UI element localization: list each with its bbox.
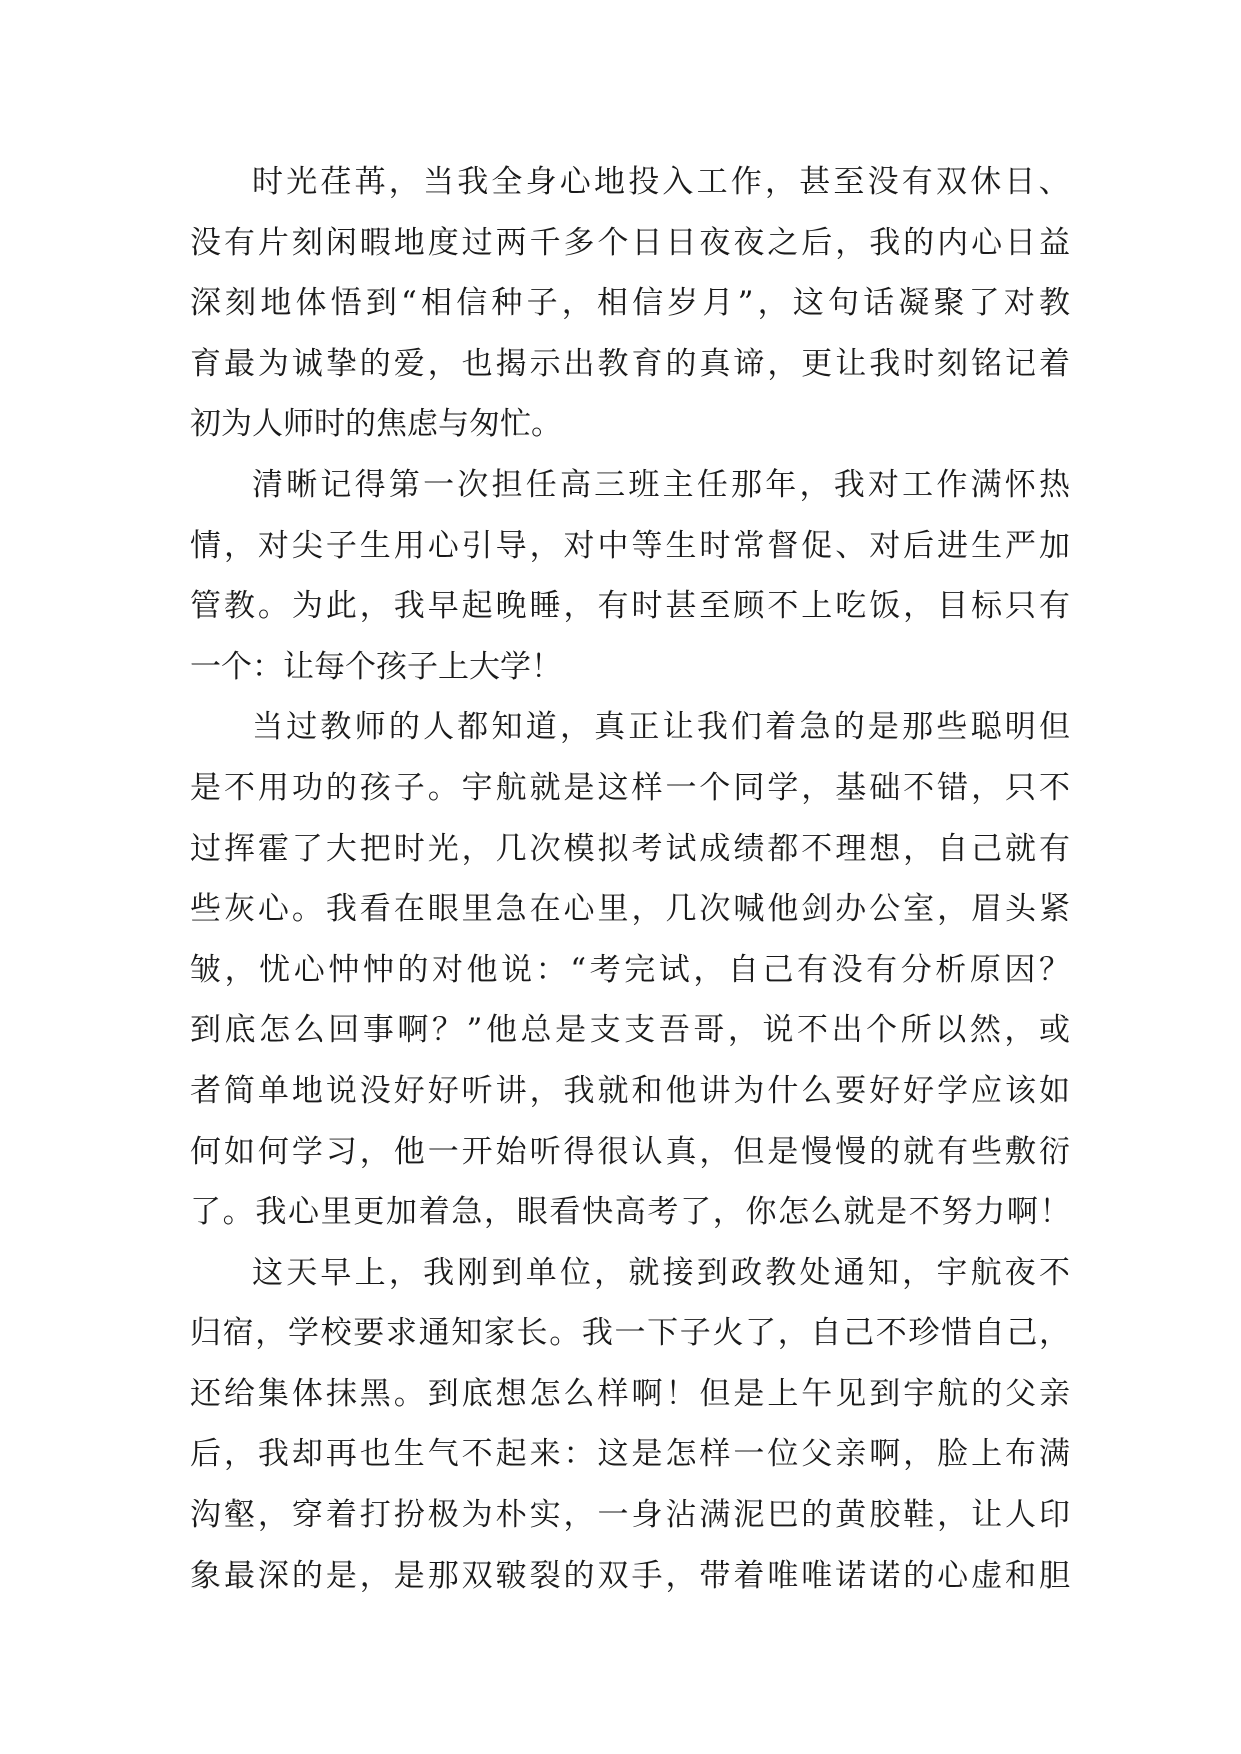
- text-line: 是不用功的孩子。宇航就是这样一个同学，基础不错，只不: [190, 769, 1070, 806]
- document-body: [190, 152, 1073, 1606]
- text-line: 沟壑，穿着打扮极为朴实，一身沾满泥巴的黄胶鞋，让人印: [190, 1497, 1070, 1534]
- text-line: 归宿，学校要求通知家长。我一下子火了，自己不珍惜自己，: [190, 1315, 1070, 1352]
- text-line: 初为人师时的焦虑与匆忙。: [190, 406, 562, 443]
- text-line: 没有片刻闲暇地度过两千多个日日夜夜之后，我的内心日益: [190, 224, 1070, 261]
- text-line: 一个：让每个孩子上大学！: [190, 648, 562, 685]
- text-line: 情，对尖子生用心引导，对中等生时常督促、对后进生严加: [190, 527, 1070, 564]
- text-line: 了。我心里更加着急，眼看快高考了，你怎么就是不努力啊！: [190, 1194, 1070, 1231]
- text-line: 过挥霍了大把时光，几次模拟考试成绩都不理想，自己就有: [190, 830, 1070, 867]
- text-line: 深刻地体悟到“相信种子，相信岁月”，这句话凝聚了对教: [190, 285, 1070, 322]
- text-line: 当过教师的人都知道，真正让我们着急的是那些聪明但: [252, 709, 1070, 746]
- text-line: 清晰记得第一次担任高三班主任那年，我对工作满怀热: [252, 466, 1070, 503]
- text-line: 些灰心。我看在眼里急在心里，几次喊他剑办公室，眉头紧: [190, 891, 1070, 928]
- text-line: 象最深的是，是那双皲裂的双手，带着唯唯诺诺的心虚和胆: [190, 1557, 1070, 1594]
- text-line: 者简单地说没好好听讲，我就和他讲为什么要好好学应该如: [190, 1072, 1070, 1109]
- text-line: 管教。为此，我早起晚睡，有时甚至顾不上吃饭，目标只有: [190, 588, 1070, 625]
- text-line: 后，我却再也生气不起来：这是怎样一位父亲啊，脸上布满: [190, 1436, 1070, 1473]
- text-line: 何如何学习，他一开始听得很认真，但是慢慢的就有些敷衍: [190, 1133, 1070, 1170]
- text-line: 育最为诚挚的爱，也揭示出教育的真谛，更让我时刻铭记着: [190, 345, 1070, 382]
- text-line: 还给集体抹黑。到底想怎么样啊！但是上午见到宇航的父亲: [190, 1375, 1070, 1412]
- text-line: 时光荏苒，当我全身心地投入工作，甚至没有双休日、: [252, 164, 1073, 200]
- text-line: 这天早上，我刚到单位，就接到政教处通知，宇航夜不: [252, 1254, 1070, 1291]
- text-line: 到底怎么回事啊？”他总是支支吾哥，说不出个所以然，或: [190, 1012, 1070, 1049]
- text-line: 皱，忧心忡忡的对他说：“考完试，自己有没有分析原因？: [190, 951, 1070, 988]
